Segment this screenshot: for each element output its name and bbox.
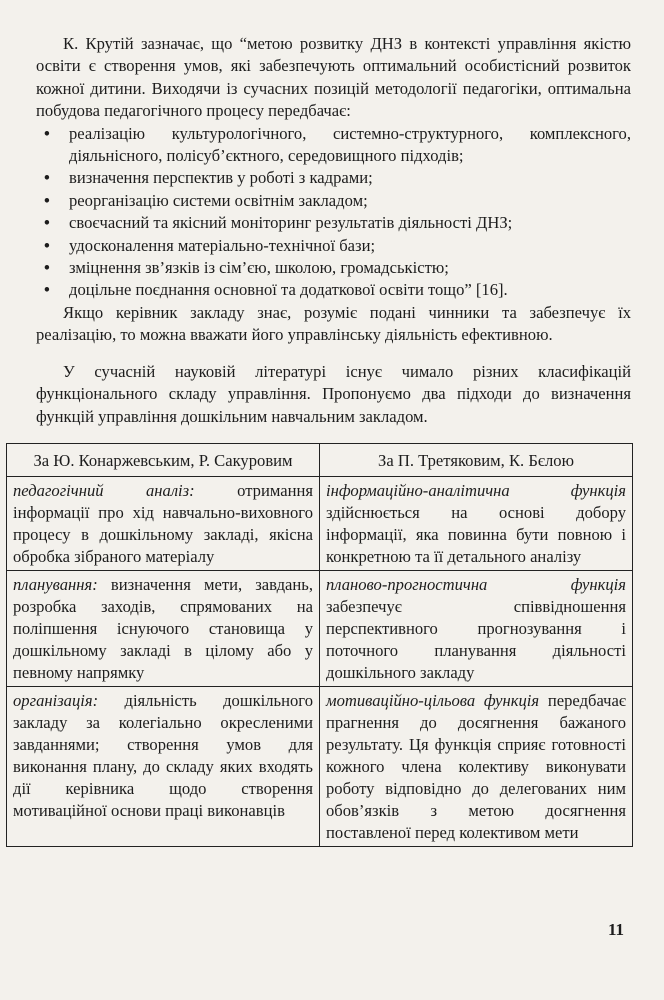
bullet-item: • зміцнення зв’язків із сім’єю, школою, громадськістю;: [36, 257, 631, 279]
cell-text: отримання інформації про хід навчально-виховного процесу в дошкільному закладі, якісна обробка зібраного матеріалу: [13, 481, 313, 566]
cell-text: діяльність дошкільного закладу за колегіально окресленими завданнями; створення умов для виконання плану, до складу яких входять дії керівника щодо створення мотиваційної основи праці виконавців: [13, 691, 313, 820]
cell-text: визначення мети, завдань, розробка заходів, спрямованих на поліпшення існуючого становища у дошкільному закладі в цілому або у певному напрямку: [13, 575, 313, 682]
bullet-icon: •: [44, 258, 50, 278]
table-header-row: [7, 444, 633, 477]
bullet-item: • доцільне поєднання основної та додаткової освіти тощо” [16].: [36, 279, 631, 301]
cell-text: передбачає прагнення до досягнення бажаного результату. Ця функція сприяє готовності кожного члена колективу виконувати роботу відповідно до делегованих ним обов’язків з метою досягнення поставленої перед колективом мети: [326, 691, 626, 842]
table-cell-right: [320, 687, 633, 847]
bullet-icon: •: [44, 190, 50, 210]
bullet-icon: •: [44, 213, 50, 233]
table-cell-right: [320, 477, 633, 571]
bullet-list: [36, 123, 631, 302]
bullet-item: • визначення перспектив у роботі з кадрами;: [36, 167, 631, 189]
bullet-item: • удосконалення матеріально-технічної бази;: [36, 235, 631, 257]
cell-lead: педагогічний аналіз:: [13, 481, 195, 500]
table-cell-left: [7, 687, 320, 847]
cell-lead: планування:: [13, 575, 98, 594]
cell-lead: інформаційно-аналітична функція: [326, 481, 626, 500]
cell-text: забезпечує співвідношення перспективного прогнозування і поточного планування діяльності дошкільного закладу: [326, 597, 626, 682]
table-cell-left: [7, 477, 320, 571]
page-number: 11: [608, 920, 625, 939]
paragraph-classification: У сучасній науковій літературі існує чимало різних класифікацій функціонального складу управління. Пропонуємо два підходи до визначення функцій управління дошкільним навчальним закладом.: [36, 361, 631, 426]
cell-lead: планово-прогностична функція: [326, 575, 626, 594]
bullet-item: • своєчасний та якісний моніторинг результатів діяльності ДНЗ;: [36, 212, 631, 234]
functions-table: [6, 443, 633, 847]
bullet-icon: •: [44, 168, 50, 188]
table-cell-right: [320, 571, 633, 687]
table-row: [7, 571, 633, 687]
body-text: [36, 33, 631, 428]
table-header-right: За П. Третяковим, К. Бєлою: [320, 444, 633, 477]
cell-lead: мотиваційно-цільова функція: [326, 691, 540, 710]
bullet-icon: •: [44, 123, 50, 143]
paragraph-manager: Якщо керівник закладу знає, розуміє подані чинники та забезпечує їх реалізацію, то можна вважати його управлінську діяльність ефективною.: [36, 302, 631, 345]
bullet-icon: •: [44, 235, 50, 255]
table-row: [7, 687, 633, 847]
table-header-left: За Ю. Конаржевським, Р. Сакуровим: [7, 444, 320, 477]
cell-text: здійснюється на основі добору інформації, яка повинна бути повною і конкретною та її детального аналізу: [326, 503, 626, 566]
cell-lead: організація:: [13, 691, 99, 710]
bullet-item: • реорганізацію системи освітнім закладом;: [36, 190, 631, 212]
paragraph-intro: К. Крутій зазначає, що “метою розвитку ДНЗ в контексті управління якістю освіти є створення умов, які забезпечують оптимальний особистісний розвиток кожної дитини. Виходячи із сучасних позицій методології педагогіки, оптимальна побудова педагогічного процесу передбачає:: [36, 34, 631, 121]
table-cell-left: [7, 571, 320, 687]
bullet-icon: •: [44, 280, 50, 300]
bullet-item: • реалізацію культурологічного, системно-структурного, комплексного, діяльнісного, полісуб’єктного, середовищного підходів;: [44, 123, 631, 166]
table-row: [7, 477, 633, 571]
